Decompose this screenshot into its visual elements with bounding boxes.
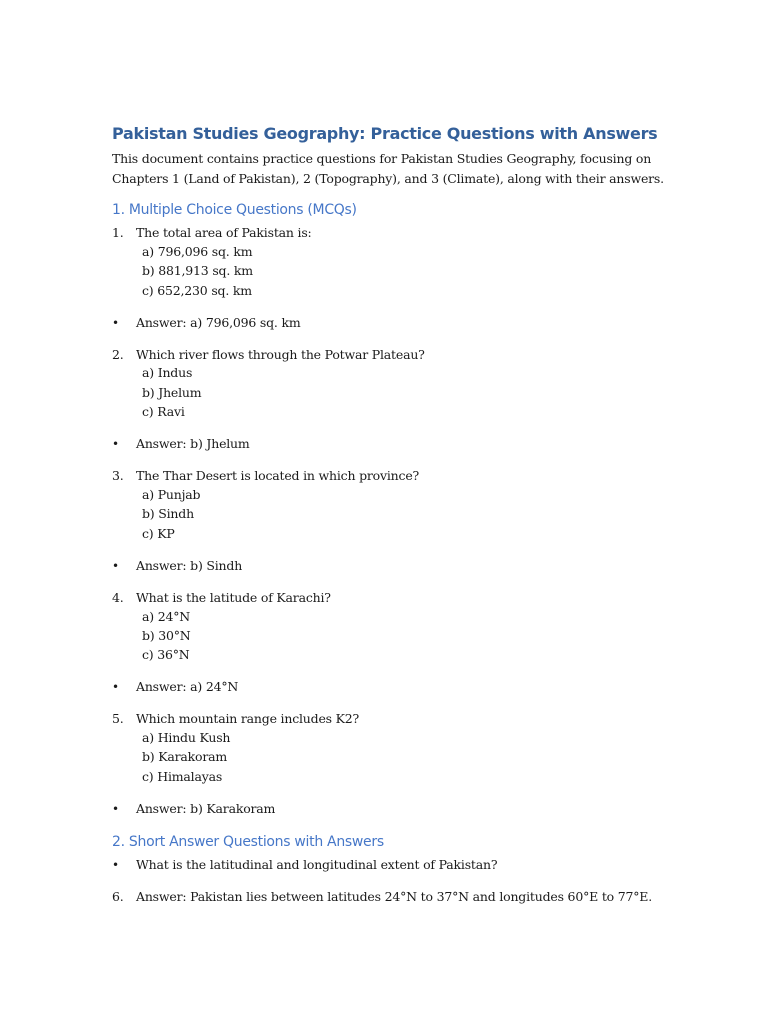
document-title: Pakistan Studies Geography: Practice Questions with Answers: [112, 124, 658, 143]
option: b) Jhelum: [142, 385, 202, 400]
bullet-icon: •: [112, 316, 119, 330]
intro-line: Chapters 1 (Land of Pakistan), 2 (Topography), and 3 (Climate), along with their answers.: [112, 171, 664, 186]
question-2: [112, 345, 425, 364]
question-number: 3.: [112, 468, 124, 483]
answer-text: Answer: a) 796,096 sq. km: [136, 315, 301, 330]
answer-text: Answer: b) Karakoram: [136, 801, 276, 816]
option: a) 24°N: [142, 609, 190, 624]
question-number: 1.: [112, 225, 124, 240]
short-answer-text: Answer: Pakistan lies between latitudes 24°N to 37°N and longitudes 60°E to 77°E.: [136, 889, 652, 904]
option: c) Himalayas: [142, 769, 223, 784]
question-1: [112, 223, 312, 242]
short-question: [112, 855, 497, 875]
question-text: The total area of Pakistan is:: [136, 225, 312, 240]
short-answer-heading: 2. Short Answer Questions with Answers: [112, 834, 384, 850]
option: a) Indus: [142, 365, 193, 380]
answer-number: 6.: [112, 889, 124, 904]
option: a) Hindu Kush: [142, 730, 231, 745]
bullet-icon: •: [112, 680, 119, 694]
question-text: Which river flows through the Potwar Plateau?: [136, 347, 425, 362]
intro-paragraph: [112, 149, 672, 189]
bullet-icon: •: [112, 858, 119, 872]
answer-text: Answer: b) Jhelum: [136, 436, 250, 451]
answer-3: [112, 556, 242, 576]
option: c) 652,230 sq. km: [142, 283, 252, 298]
option: c) KP: [142, 526, 175, 541]
question-3: [112, 466, 419, 485]
question-text: Which mountain range includes K2?: [136, 711, 360, 726]
answer-2: [112, 434, 250, 454]
question-5: [112, 709, 359, 728]
answer-text: Answer: a) 24°N: [136, 679, 239, 694]
option: b) 30°N: [142, 628, 191, 643]
bullet-icon: •: [112, 802, 119, 816]
question-text: What is the latitude of Karachi?: [136, 590, 331, 605]
option: b) Karakoram: [142, 749, 228, 764]
question-4: [112, 588, 331, 607]
option: a) Punjab: [142, 487, 201, 502]
answer-text: Answer: b) Sindh: [136, 558, 243, 573]
answer-1: [112, 313, 301, 333]
answer-4: [112, 677, 238, 697]
mcq-heading: 1. Multiple Choice Questions (MCQs): [112, 202, 357, 218]
intro-line: This document contains practice questions for Pakistan Studies Geography, focusing on: [112, 151, 652, 166]
bullet-icon: •: [112, 559, 119, 573]
short-question-text: What is the latitudinal and longitudinal extent of Pakistan?: [136, 857, 498, 872]
short-answer: [112, 887, 652, 906]
question-text: The Thar Desert is located in which province?: [136, 468, 420, 483]
answer-5: [112, 799, 275, 819]
option: b) Sindh: [142, 506, 194, 521]
option: b) 881,913 sq. km: [142, 263, 253, 278]
question-number: 5.: [112, 711, 124, 726]
option: a) 796,096 sq. km: [142, 244, 253, 259]
question-number: 2.: [112, 347, 124, 362]
option: c) 36°N: [142, 647, 190, 662]
question-number: 4.: [112, 590, 124, 605]
bullet-icon: •: [112, 437, 119, 451]
option: c) Ravi: [142, 404, 185, 419]
